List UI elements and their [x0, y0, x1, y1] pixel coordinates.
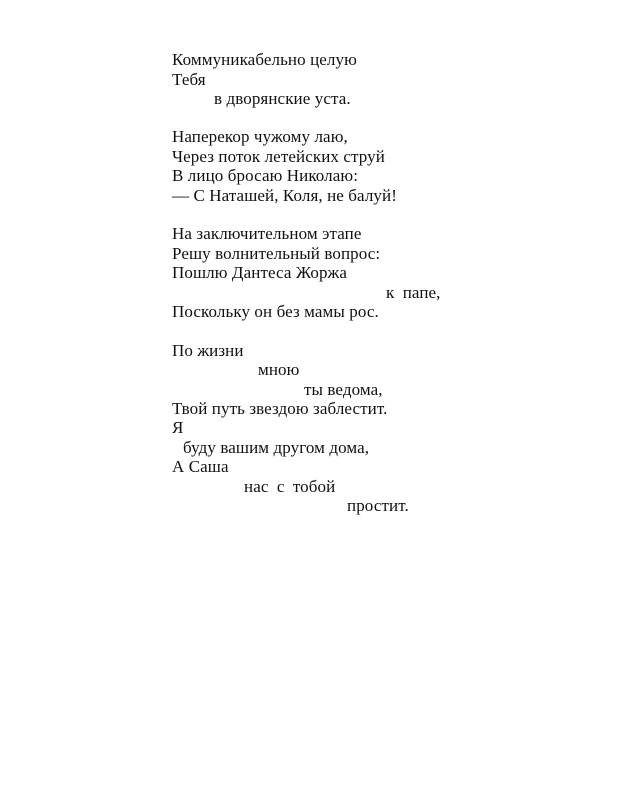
poem-line: Наперекор чужому лаю,: [172, 127, 348, 146]
poem-line: Пошлю Дантеса Жоржа: [172, 263, 348, 282]
poem-line: Коммуникабельно целую: [172, 50, 357, 69]
poem-line: ты ведома,: [304, 380, 383, 399]
poem-line: На заключительном этапе: [172, 224, 362, 243]
poem-line: к папе,: [386, 283, 441, 302]
poem-line: Решу волнительный вопрос:: [172, 244, 381, 263]
poem-line: в дворянские уста.: [214, 89, 351, 108]
poem-line: Твой путь звездою заблестит.: [172, 399, 388, 418]
poem-line: Я: [172, 418, 184, 437]
poem-line: мною: [258, 360, 300, 379]
poem-line: Тебя: [172, 70, 206, 89]
poem-line: — С Наташей, Коля, не балуй!: [172, 186, 397, 205]
poem-line: По жизни: [172, 341, 244, 360]
poem-line: В лицо бросаю Николаю:: [172, 166, 359, 185]
poem-line: А Саша: [172, 457, 229, 476]
poem-line: Поскольку он без мамы рос.: [172, 302, 379, 321]
poem-line: нас с тобой: [244, 477, 336, 496]
poem-line: простит.: [347, 496, 409, 515]
poem-line: буду вашим другом дома,: [183, 438, 370, 457]
poem-line: Через поток летейских струй: [172, 147, 385, 166]
